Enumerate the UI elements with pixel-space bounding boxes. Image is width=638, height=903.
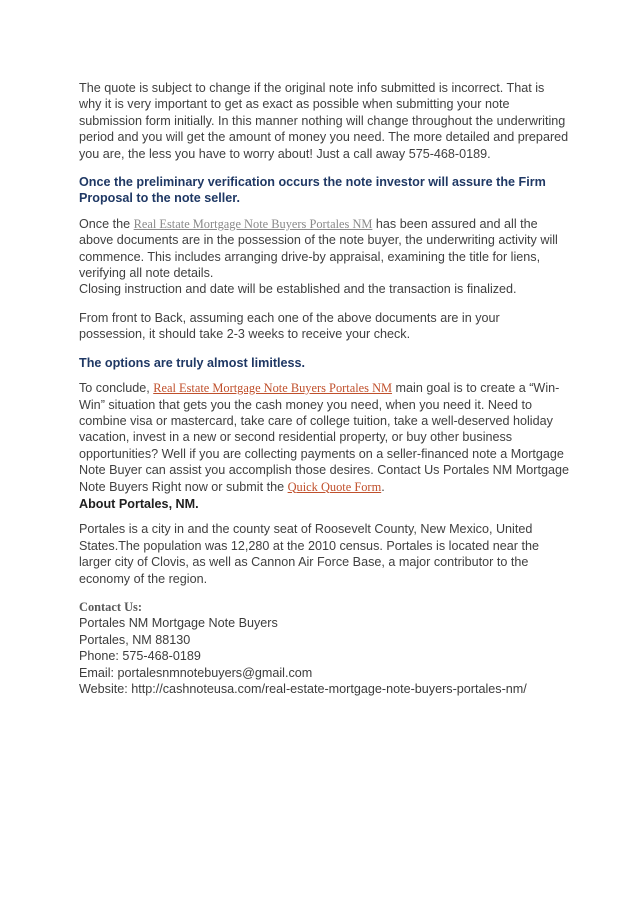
note-buyers-link[interactable]: Real Estate Mortgage Note Buyers Portales NM [133,216,373,231]
quick-quote-form-link[interactable]: Quick Quote Form [287,479,382,494]
conclusion-paragraph [79,380,569,495]
contact-name: Portales NM Mortgage Note Buyers [79,616,278,631]
underwriting-paragraph [79,216,569,298]
about-heading: About Portales, NM. [79,496,199,511]
underwriting-text-start: Once the [79,216,134,231]
quote-paragraph: The quote is subject to change if the original note info submitted is incorrect. That is why it is very important to get as exact as possible when submitting your note submission form initially. In this manner nothing will change throughout the underwriting period and you will get the amount of money you need. The more detailed and prepared you are, the less you have to worry about! Just a call away 575-468-0189. [79,81,569,161]
conclusion-text-end: . [381,479,385,494]
contact-label: Contact Us: [79,599,142,614]
underwriting-text-rest: has been assured and all the above documents are in the possession of the note buyer, the underwriting activity will commence. This includes arranging drive-by appraisal, examining the title for liens, verifying all note details. [79,216,558,281]
firm-proposal-heading: Once the preliminary verification occurs the note investor will assure the Firm Proposal to the note seller. [79,175,546,206]
about-paragraph: Portales is a city in and the county seat of Roosevelt County, New Mexico, United States.The population was 12,280 at the 2010 census. Portales is located near the larger city of Clovis, as well as Cannon Air Force Base, a major contributor to the economy of the region. [79,522,539,586]
contact-city: Portales, NM 88130 [79,632,191,647]
note-buyers-link-2[interactable]: Real Estate Mortgage Note Buyers Portales NM [153,381,393,396]
options-heading: The options are truly almost limitless. [79,355,306,370]
conclusion-text-rest: main goal is to create a “Win-Win” situation that gets you the cash money you need, when you need it. Need to combine visa or mastercard, take care of college tuition, take a well-deserved holiday vacation, invest in a new or second residential property, or buy other business opportunities? Well if you are collecting payments on a seller-financed note a Mortgage Note Buyer can assist you accomplish those desires. Contact Us Portales NM Mortgage Note Buyers Right now or submit the [79,381,569,494]
document-page [79,0,569,697]
conclusion-text-start: To conclude, [79,381,154,396]
contact-website: Website: http://cashnoteusa.com/real-estate-mortgage-note-buyers-portales-nm/ [79,682,527,696]
timeline-paragraph: From front to Back, assuming each one of the above documents are in your possession, it should take 2-3 weeks to receive your check. [79,310,500,342]
contact-email: Email: portalesnmnotebuyers@gmail.com [79,665,313,680]
contact-phone: Phone: 575-468-0189 [79,649,201,664]
contact-block [79,599,569,697]
closing-text: Closing instruction and date will be established and the transaction is finalized. [79,282,517,297]
